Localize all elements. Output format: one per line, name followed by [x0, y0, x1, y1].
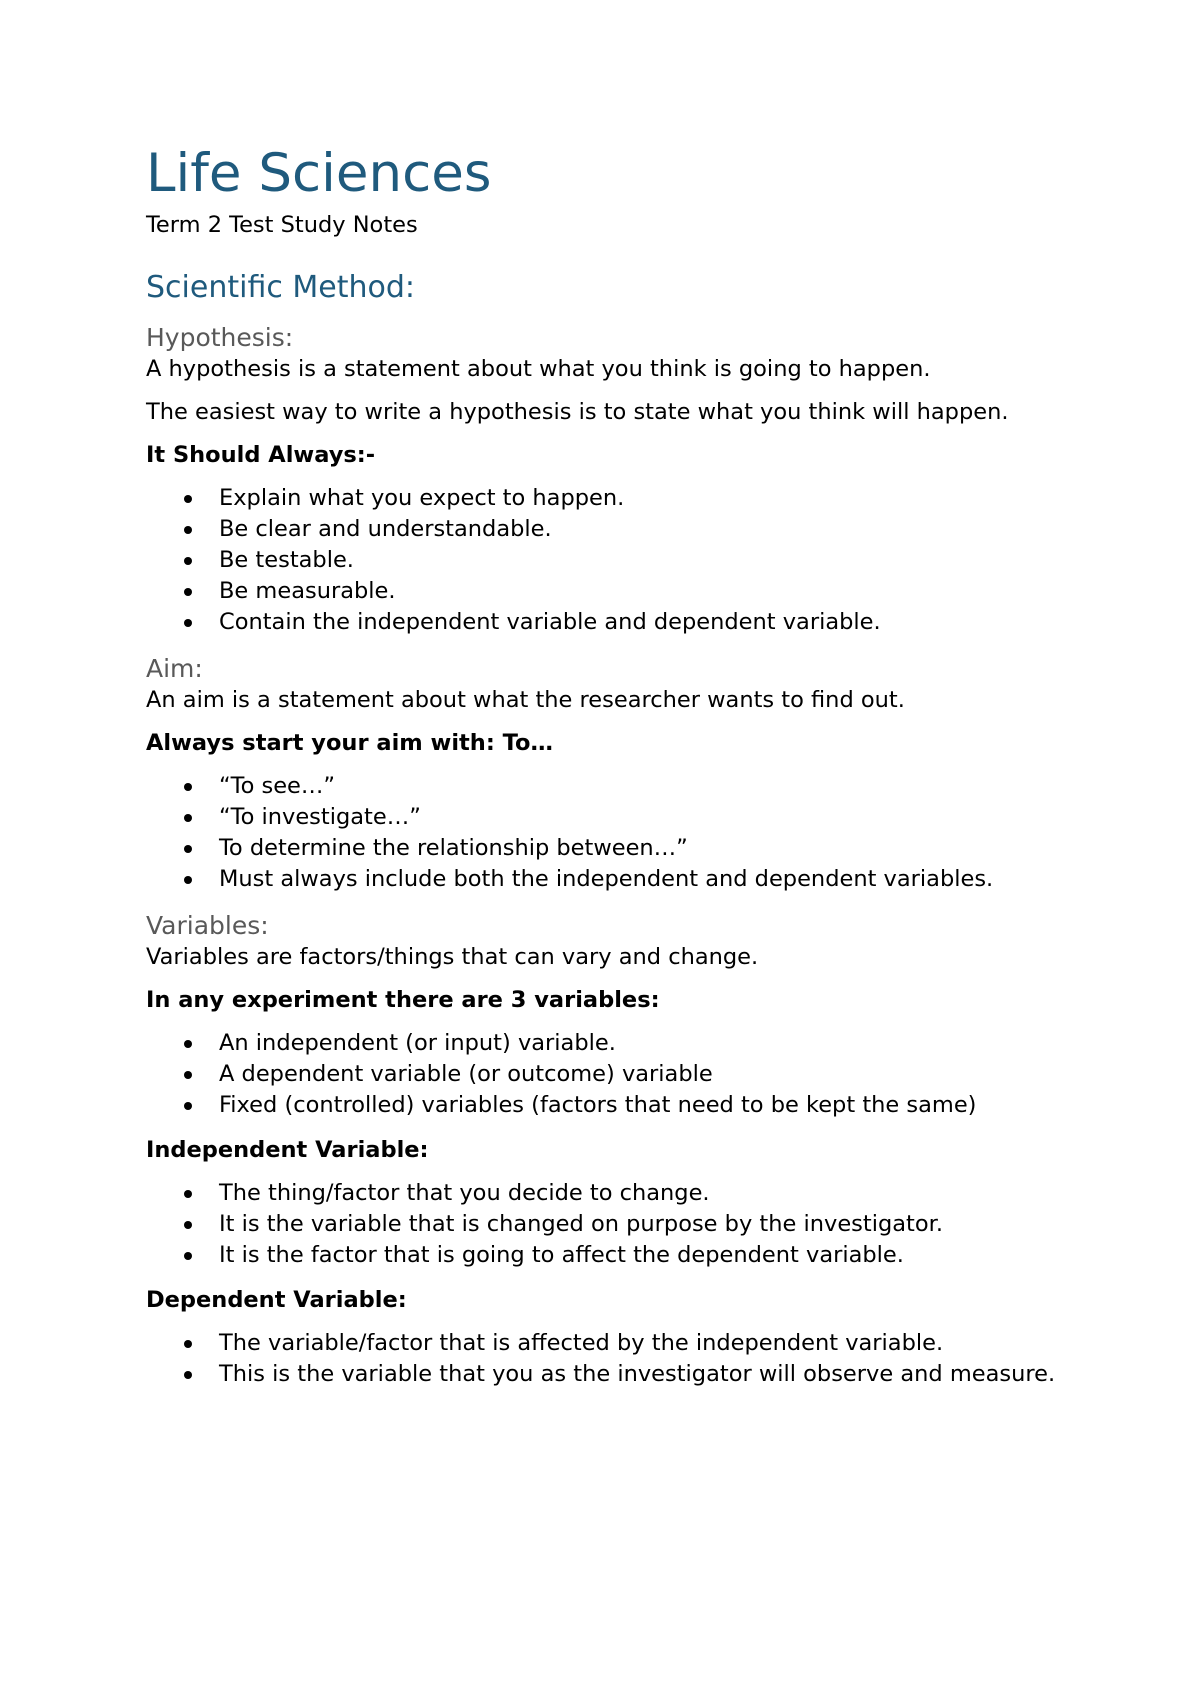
document-title: Life Sciences — [146, 143, 492, 204]
hypothesis-bullet-list — [146, 483, 1080, 638]
dependent-variable-label: Dependent Variable: — [146, 1287, 407, 1313]
bullet-icon — [184, 845, 192, 853]
list-item — [146, 771, 1080, 802]
list-item-text: “To see…” — [219, 773, 336, 799]
list-item-text: Be testable. — [219, 547, 354, 573]
bullet-icon — [184, 783, 192, 791]
list-item-text: Explain what you expect to happen. — [219, 485, 625, 511]
document-subtitle: Term 2 Test Study Notes — [146, 212, 418, 238]
variables-label: In any experiment there are 3 variables: — [146, 987, 660, 1013]
list-item-text: Contain the independent variable and dependent variable. — [219, 609, 881, 635]
list-item-text: Must always include both the independent and dependent variables. — [219, 866, 994, 892]
list-item — [146, 864, 1080, 895]
list-item-text: Fixed (controlled) variables (factors that need to be kept the same) — [219, 1092, 977, 1118]
list-item-text: This is the variable that you as the investigator will observe and measure. — [219, 1361, 1056, 1387]
bullet-icon — [184, 876, 192, 884]
list-item — [146, 607, 1080, 638]
hypothesis-tip: The easiest way to write a hypothesis is to state what you think will happen. — [146, 399, 1009, 425]
list-item — [146, 1209, 1080, 1240]
bullet-icon — [184, 526, 192, 534]
list-item-text: Be clear and understandable. — [219, 516, 552, 542]
bullet-icon — [184, 1340, 192, 1348]
aim-bullet-list — [146, 771, 1080, 895]
list-item-text: An independent (or input) variable. — [219, 1030, 616, 1056]
section-heading-scientific-method: Scientific Method: — [146, 270, 415, 305]
bullet-icon — [184, 495, 192, 503]
list-item-text: The variable/factor that is affected by the independent variable. — [219, 1330, 944, 1356]
dependent-bullet-list — [146, 1328, 1080, 1390]
list-item-text: The thing/factor that you decide to change. — [219, 1180, 710, 1206]
list-item — [146, 576, 1080, 607]
list-item — [146, 514, 1080, 545]
hypothesis-definition: A hypothesis is a statement about what you think is going to happen. — [146, 356, 931, 382]
list-item-text: To determine the relationship between…” — [219, 835, 688, 861]
list-item-text: It is the variable that is changed on purpose by the investigator. — [219, 1211, 943, 1237]
bullet-icon — [184, 1190, 192, 1198]
bullet-icon — [184, 1252, 192, 1260]
bullet-icon — [184, 1371, 192, 1379]
list-item — [146, 1240, 1080, 1271]
heading-aim: Aim: — [146, 654, 203, 683]
independent-variable-label: Independent Variable: — [146, 1137, 429, 1163]
aim-label: Always start your aim with: To… — [146, 730, 553, 756]
heading-hypothesis: Hypothesis: — [146, 323, 294, 352]
list-item — [146, 1359, 1080, 1390]
bullet-icon — [184, 1102, 192, 1110]
variables-bullet-list — [146, 1028, 1080, 1121]
list-item — [146, 545, 1080, 576]
list-item — [146, 1090, 1080, 1121]
bullet-icon — [184, 619, 192, 627]
list-item — [146, 1028, 1080, 1059]
bullet-icon — [184, 588, 192, 596]
variables-definition: Variables are factors/things that can vary and change. — [146, 944, 759, 970]
bullet-icon — [184, 1040, 192, 1048]
heading-variables: Variables: — [146, 911, 269, 940]
list-item — [146, 1059, 1080, 1090]
hypothesis-label: It Should Always:- — [146, 442, 376, 468]
list-item-text: It is the factor that is going to affect the dependent variable. — [219, 1242, 904, 1268]
list-item — [146, 1328, 1080, 1359]
bullet-icon — [184, 814, 192, 822]
aim-definition: An aim is a statement about what the researcher wants to find out. — [146, 687, 905, 713]
list-item — [146, 802, 1080, 833]
list-item — [146, 833, 1080, 864]
list-item — [146, 483, 1080, 514]
list-item-text: “To investigate…” — [219, 804, 421, 830]
list-item — [146, 1178, 1080, 1209]
list-item-text: A dependent variable (or outcome) variable — [219, 1061, 713, 1087]
bullet-icon — [184, 1071, 192, 1079]
bullet-icon — [184, 1221, 192, 1229]
bullet-icon — [184, 557, 192, 565]
list-item-text: Be measurable. — [219, 578, 396, 604]
independent-bullet-list — [146, 1178, 1080, 1271]
